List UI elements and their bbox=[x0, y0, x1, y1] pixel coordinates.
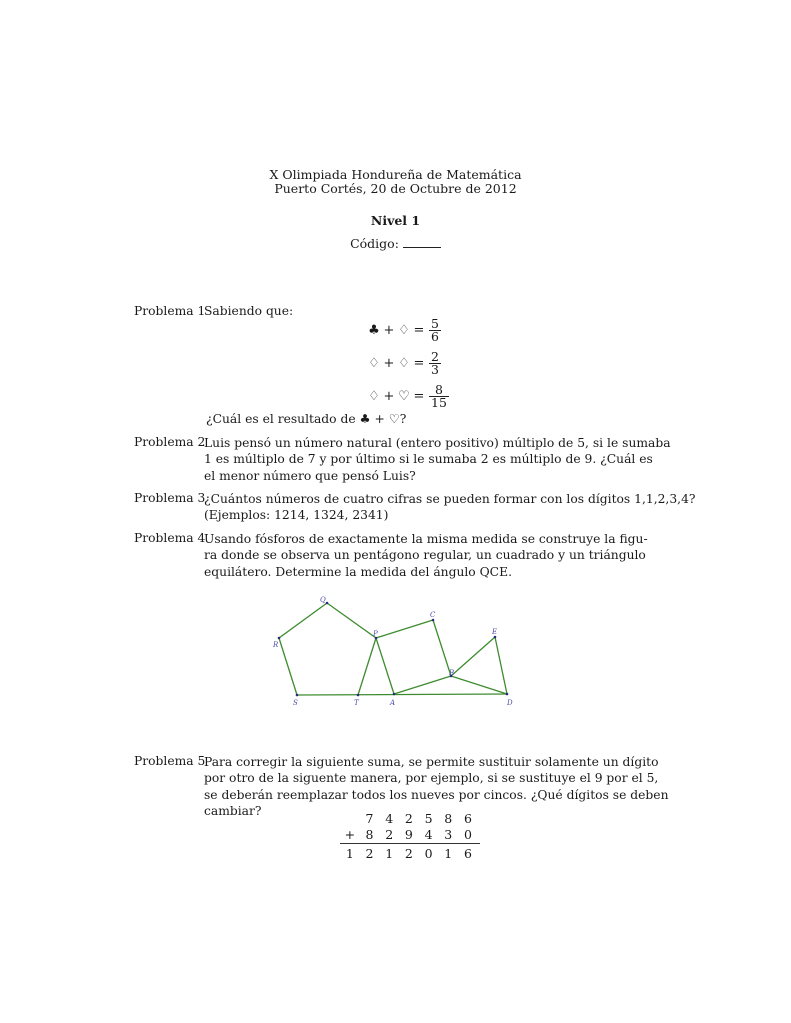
segment-QR bbox=[279, 603, 327, 638]
code-field bbox=[0, 236, 791, 251]
digit: 6 bbox=[463, 845, 472, 861]
digit: 5 bbox=[424, 810, 433, 826]
label-C: C bbox=[430, 611, 436, 619]
text-line: Luis pensó un número natural (entero positivo) múltiplo de 5, si le sumaba bbox=[204, 436, 671, 450]
competition-title: X Olimpiada Hondureña de Matemática bbox=[269, 167, 522, 182]
text-line: el menor número que pensó Luis? bbox=[204, 468, 416, 483]
problem-1-label: Problema 1 bbox=[134, 304, 206, 318]
denominator: 6 bbox=[431, 329, 439, 344]
problem-4-text bbox=[204, 531, 648, 580]
point-A bbox=[393, 693, 396, 696]
text-line: equilátero. Determine la medida del ángulo QCE. bbox=[204, 564, 512, 579]
point-S bbox=[296, 694, 299, 697]
equals-sign: = bbox=[413, 323, 425, 338]
segment-SD bbox=[297, 694, 507, 695]
numerator: 5 bbox=[431, 316, 439, 331]
label-T: T bbox=[354, 699, 359, 707]
diamond-symbol: ♢ bbox=[398, 323, 410, 338]
text-line: 1 es múltiplo de 7 y por último si le sumaba 2 es múltiplo de 9. ¿Cuál es bbox=[204, 452, 653, 467]
digit: 1 bbox=[345, 845, 354, 861]
problem-1-question: ¿Cuál es el resultado de ♣ + ♡? bbox=[206, 412, 407, 426]
label-Q: Q bbox=[320, 596, 326, 604]
point-Q bbox=[326, 602, 329, 605]
denominator: 3 bbox=[431, 362, 439, 377]
fraction bbox=[429, 318, 441, 343]
figure-segments bbox=[279, 603, 507, 695]
digit: 2 bbox=[404, 845, 413, 861]
digit: 2 bbox=[365, 845, 374, 861]
problem-3-text bbox=[204, 491, 696, 524]
addition-problem bbox=[340, 810, 480, 861]
fraction bbox=[429, 351, 441, 376]
problem-5-label: Problema 5 bbox=[134, 754, 206, 768]
level-heading: Nivel 1 bbox=[370, 213, 421, 228]
addend-2-row bbox=[340, 826, 480, 842]
label-A: A bbox=[390, 699, 396, 707]
text-line: Usando fósforos de exactamente la misma medida se construye la figu- bbox=[204, 532, 648, 546]
code-blank-line bbox=[403, 236, 441, 248]
text-line: por otro de la siguente manera, por ejemplo, si se sustituye el 9 por el 5, bbox=[204, 771, 659, 786]
problem-2-text bbox=[204, 435, 671, 484]
segment-RS bbox=[279, 638, 297, 695]
point-C bbox=[432, 619, 435, 622]
plus-sign: + bbox=[344, 826, 356, 842]
point-D bbox=[506, 693, 509, 696]
plus-sign: + bbox=[383, 356, 395, 371]
segment-CB bbox=[433, 620, 451, 676]
equation-2 bbox=[366, 351, 441, 376]
segment-QP bbox=[327, 603, 376, 638]
digit: 7 bbox=[365, 810, 374, 826]
result-row bbox=[340, 845, 480, 861]
digit: 3 bbox=[444, 826, 453, 842]
segment-PC bbox=[376, 620, 433, 638]
diamond-symbol: ♢ bbox=[368, 389, 380, 404]
digit: 4 bbox=[424, 826, 433, 842]
segment-AB bbox=[394, 676, 451, 694]
segment-BD bbox=[451, 676, 507, 694]
code-label: Código: bbox=[350, 236, 399, 251]
problem-1-intro: Sabiendo que: bbox=[204, 304, 294, 318]
equation-1 bbox=[366, 318, 441, 343]
label-S: S bbox=[293, 699, 298, 707]
digit: 9 bbox=[404, 826, 413, 842]
digit: 8 bbox=[444, 810, 453, 826]
text-line: Para corregir la siguiente suma, se permite sustituir solamente un dígito bbox=[204, 755, 659, 769]
numerator: 2 bbox=[431, 349, 439, 364]
competition-date-place: Puerto Cortés, 20 de Octubre de 2012 bbox=[274, 181, 517, 196]
label-R: R bbox=[273, 641, 279, 649]
text-line: se deberán reemplazar todos los nueves por cincos. ¿Qué dígitos se deben bbox=[204, 787, 669, 802]
diamond-symbol: ♢ bbox=[368, 356, 380, 371]
heart-symbol: ♡ bbox=[398, 389, 410, 404]
equals-sign: = bbox=[413, 389, 425, 404]
geometry-figure bbox=[265, 590, 525, 715]
sum-rule-line bbox=[340, 843, 480, 844]
digit: 1 bbox=[444, 845, 453, 861]
club-symbol: ♣ bbox=[368, 323, 380, 338]
label-D: D bbox=[507, 699, 513, 707]
problem-4-label: Problema 4 bbox=[134, 531, 206, 545]
digit: 0 bbox=[424, 845, 433, 861]
text-line: ra donde se observa un pentágono regular, un cuadrado y un triángulo bbox=[204, 548, 646, 563]
point-E bbox=[494, 636, 497, 639]
numerator: 8 bbox=[434, 382, 443, 397]
digit: 0 bbox=[463, 826, 472, 842]
text-line: (Ejemplos: 1214, 1324, 2341) bbox=[204, 508, 389, 523]
digit: 1 bbox=[385, 845, 394, 861]
addend-1-row bbox=[340, 810, 480, 826]
digit: 2 bbox=[385, 826, 394, 842]
problem-2-label: Problema 2 bbox=[134, 435, 206, 449]
digit: 8 bbox=[365, 826, 374, 842]
segment-PA bbox=[376, 638, 394, 694]
text-line: cambiar? bbox=[204, 804, 262, 819]
denominator: 15 bbox=[431, 395, 447, 410]
text-line: ¿Cuántos números de cuatro cifras se pueden formar con los dígitos 1,1,2,3,4? bbox=[204, 492, 696, 506]
problem-3-label: Problema 3 bbox=[134, 491, 206, 505]
label-E: E bbox=[492, 628, 498, 636]
digit: 2 bbox=[404, 810, 413, 826]
label-P: P bbox=[373, 630, 378, 638]
plus-sign: + bbox=[383, 389, 395, 404]
equation-3 bbox=[366, 384, 449, 409]
label-B: B bbox=[449, 669, 455, 677]
digit: 6 bbox=[463, 810, 472, 826]
point-R bbox=[278, 637, 281, 640]
segment-BE bbox=[451, 637, 495, 676]
plus-sign: + bbox=[383, 323, 395, 338]
diamond-symbol: ♢ bbox=[398, 356, 410, 371]
equals-sign: = bbox=[413, 356, 425, 371]
figure-points bbox=[278, 602, 509, 697]
segment-ED bbox=[495, 637, 507, 694]
fraction bbox=[429, 384, 449, 409]
segment-PT bbox=[358, 638, 376, 695]
digit: 4 bbox=[385, 810, 394, 826]
point-T bbox=[357, 694, 360, 697]
